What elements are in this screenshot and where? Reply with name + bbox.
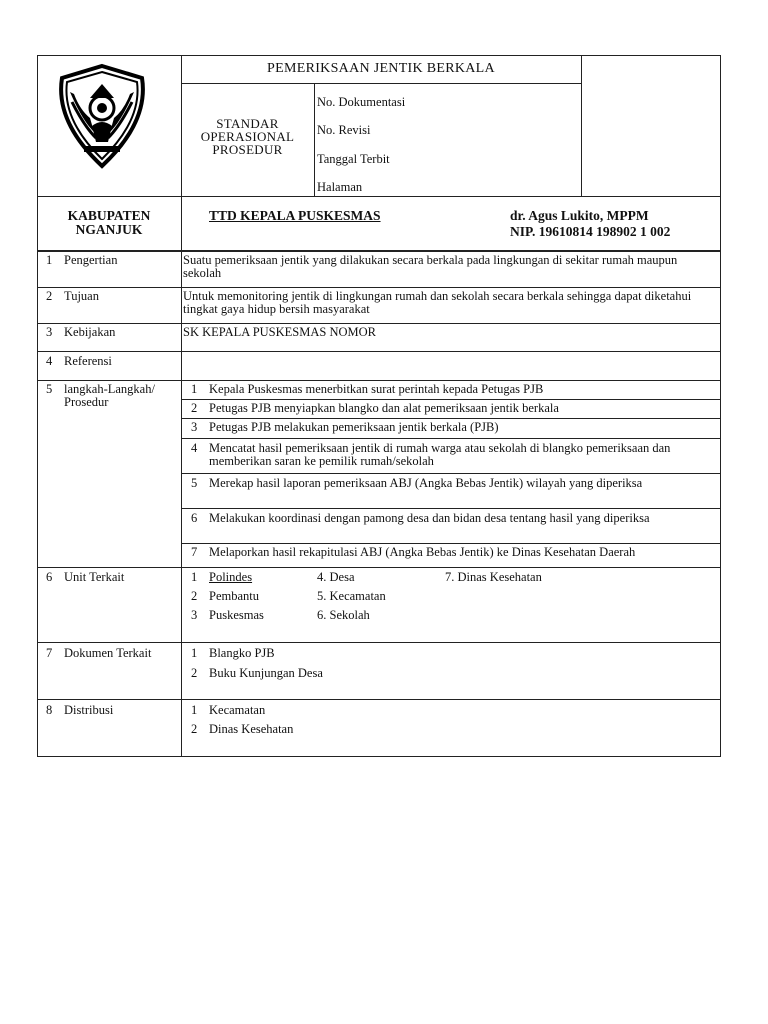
step-number: 2 (191, 401, 198, 415)
unit-item: 4. Desa (317, 570, 355, 584)
step-number: 7 (191, 545, 198, 559)
step-text: Mencatat hasil pemeriksaan jentik di rumah warga atau sekolah di blangko pemeriksaan dan memberikan saran ke pemilik rumah/sekolah (209, 441, 671, 468)
doc-field-no-revisi: No. Revisi (317, 123, 371, 137)
step-text: Melakukan koordinasi dengan pamong desa dan bidan desa tentang hasil yang diperiksa (209, 511, 650, 525)
kebijakan-text: SK KEPALA PUSKESMAS NOMOR (183, 325, 376, 339)
ttd-kepala-puskesmas: TTD KEPALA PUSKESMAS (209, 208, 381, 223)
tujuan-text: Untuk memonitoring jentik di lingkungan rumah dan sekolah secara berkala sehingga dapat diketahui tingkat gaya hidup bersih masyarakat (183, 289, 692, 316)
sop-line-2: OPERASIONAL (200, 129, 295, 144)
step-number: 6 (191, 511, 198, 525)
row-number: 3 (46, 325, 53, 339)
document-item: Buku Kunjungan Desa (209, 666, 323, 680)
document-item: Blangko PJB (209, 646, 275, 660)
signer-name: dr. Agus Lukito, MPPM (510, 208, 649, 223)
step-text: Kepala Puskesmas menerbitkan surat perintah kepada Petugas PJB (209, 382, 544, 396)
row-number: 5 (46, 382, 53, 396)
procedure-table (37, 251, 721, 757)
doc-field-tanggal-terbit: Tanggal Terbit (317, 152, 390, 166)
row-number: 8 (46, 703, 53, 717)
row-label-referensi: Referensi (64, 354, 112, 368)
unit-number: 2 (191, 589, 198, 603)
doc-field-no-dokumentasi: No. Dokumentasi (317, 95, 406, 109)
unit-item: 7. Dinas Kesehatan (445, 570, 542, 584)
distribution-item: Kecamatan (209, 703, 266, 717)
distribution-number: 2 (191, 722, 198, 736)
row-label-dokumen-terkait: Dokumen Terkait (64, 646, 152, 660)
step-text-clip (209, 546, 709, 567)
sop-line-3: PROSEDUR (212, 142, 283, 157)
distribution-number: 1 (191, 703, 198, 717)
sop-line-1: STANDAR (216, 116, 279, 131)
document-title: PEMERIKSAAN JENTIK BERKALA (267, 61, 495, 76)
unit-item: Puskesmas (209, 608, 264, 622)
step-text: Petugas PJB menyiapkan blangko dan alat pemeriksaan jentik berkala (209, 401, 559, 415)
step-number: 5 (191, 476, 198, 490)
row-label-distribusi: Distribusi (64, 703, 114, 717)
unit-item: Pembantu (209, 589, 259, 603)
doc-field-halaman: Halaman (317, 180, 363, 194)
unit-item: 5. Kecamatan (317, 589, 386, 603)
row-label-prosedur: langkah-Langkah/ Prosedur (64, 382, 155, 409)
unit-number: 1 (191, 570, 198, 584)
signer-nip: NIP. 19610814 198902 1 002 (510, 224, 671, 239)
pengertian-text: Suatu pemeriksaan jentik yang dilakukan secara berkala pada lingkungan di sekitar rumah maupun sekolah (183, 253, 678, 280)
kabupaten-label: KABUPATEN NGANJUK (67, 208, 151, 237)
row-label-unit-terkait: Unit Terkait (64, 570, 125, 584)
unit-number: 3 (191, 608, 198, 622)
step-number: 3 (191, 420, 198, 434)
step-text: Merekap hasil laporan pemeriksaan ABJ (Angka Bebas Jentik) wilayah yang diperiksa (209, 476, 643, 490)
unit-item: Polindes (209, 570, 253, 584)
document-number: 2 (191, 666, 198, 680)
row-number: 2 (46, 289, 53, 303)
row-label-kebijakan: Kebijakan (64, 325, 116, 339)
row-number: 4 (46, 354, 53, 368)
step-number: 1 (191, 382, 198, 396)
step-text: Melaporkan hasil rekapitulasi ABJ (Angka Bebas Jentik) ke Dinas Kesehatan Daerah (209, 546, 636, 559)
row-label-pengertian: Pengertian (64, 253, 118, 267)
row-number: 1 (46, 253, 53, 267)
unit-item: 6. Sekolah (317, 608, 370, 622)
row-number: 6 (46, 570, 53, 584)
row-number: 7 (46, 646, 53, 660)
regency-emblem-logo (50, 62, 154, 172)
distribution-item: Dinas Kesehatan (209, 722, 294, 736)
step-number: 4 (191, 441, 198, 455)
sop-label (181, 117, 314, 156)
step-text: Petugas PJB melakukan pemeriksaan jentik berkala (PJB) (209, 420, 499, 434)
row-label-tujuan: Tujuan (64, 289, 99, 303)
document-number: 1 (191, 646, 198, 660)
